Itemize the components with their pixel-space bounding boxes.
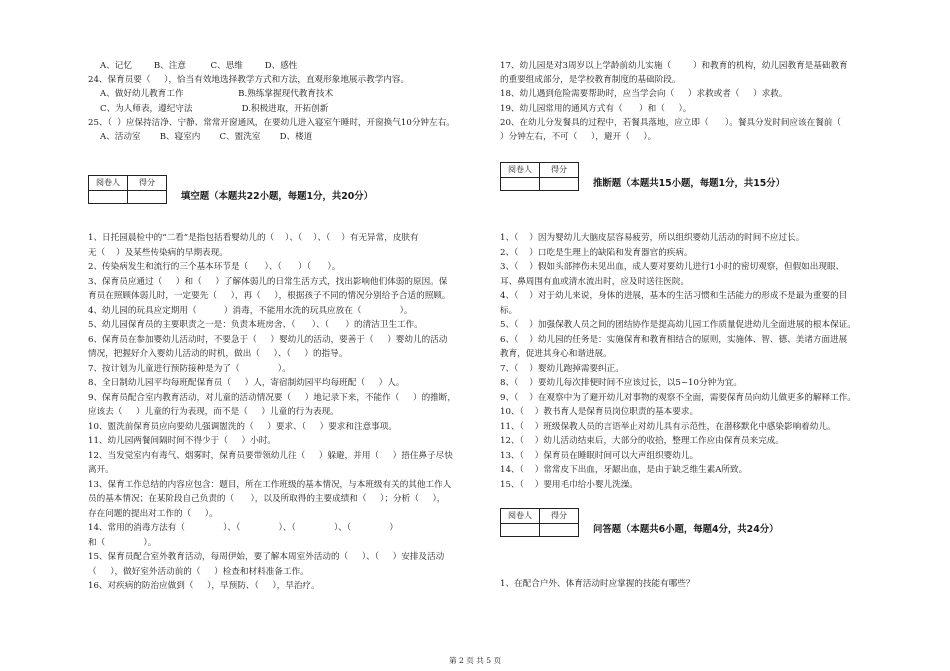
question-line: 19、幼儿园常用的通风方式有（ ）和（ ）。 <box>500 103 692 114</box>
question-line: 18、幼儿遇到危险需要帮助时，应当学会向（ ）求救或者（ ）求救。 <box>500 89 788 100</box>
score-box <box>500 508 579 537</box>
question-line: 11、幼儿园两餐间隔时间不得少于（ ）小时。 <box>88 436 276 446</box>
question-line: 16、对疾病的防治应做到（ ），早预防、（ ），早治疗。 <box>88 581 320 591</box>
score-box <box>500 162 579 191</box>
score-cell[interactable] <box>540 524 579 537</box>
question-line: 2、传染病发生和流行的三个基本环节是（ ）、（ ）（ ）。 <box>88 262 341 272</box>
question-line: 14、（ ）常常皮下出血，牙龈出血，是由于缺乏维生素A所致。 <box>500 465 748 475</box>
question-line: ）分钟左右，不可（ ），避开（ ）。 <box>500 132 657 143</box>
question-line: 4、幼儿园的玩具应定期用（ ）消毒，不能用水洗的玩具应放在（ ）。 <box>88 305 413 316</box>
question-line: 9、保育员配合室内教育活动，对儿童的活动情况要（ ）地记录下来，不能作（ ）的推断， <box>88 392 456 403</box>
reviewer-cell[interactable] <box>501 524 540 537</box>
left-column <box>88 59 472 144</box>
question-line: 6、保育员在参加婴幼儿活动时，不要急于（ ）婴幼儿的活动，要善于（ ）婴幼儿的活动 <box>88 334 448 345</box>
question-line: 11、（ ）班级保教人员的言语举止对幼儿具有示范性，在潜移默化中感染影响着幼儿。 <box>500 421 836 432</box>
question-line: 无（ ）及某些传染病的早期表现。 <box>88 247 228 258</box>
question-line: 员的基本情况；在某阶段自己负责的（ ），以及所取得的主要成绩和（ ）；分析（ ）， <box>88 494 446 504</box>
question-line: C、为人师表，遵纪守法 D.积极进取，开拓创新 <box>100 103 329 114</box>
question-line: 14、常用的消毒方法有（ ）、（ ）、（ ）、（ ） <box>88 523 398 533</box>
question-line: 耳、鼻周围有血或清水流出时，应及时送往医院。 <box>500 276 690 287</box>
fill-items <box>88 231 472 594</box>
question-line: 12、当发觉室内有毒气、烟雾时，保育员要带领幼儿往（ ）躲避，并用（ ）捂住鼻子尽快 <box>88 450 453 461</box>
multiple-choice-tail <box>88 59 472 144</box>
reviewer-label: 阅卷人 <box>89 176 128 191</box>
question-line: 12、（ ）幼儿活动结束后，大部分的收拾，整理工作应由保育员来完成。 <box>500 436 784 446</box>
question-line: 标。 <box>500 305 518 316</box>
question-line: 教育，促进其身心和谐进展。 <box>500 349 612 359</box>
question-line: 10、盥洗前保育员应向要幼儿强调盥洗的（ ）要求、（ ）要求和注意事项。 <box>88 421 397 432</box>
question-line: 的重要组成部分，是学校教育制度的基础阶段。 <box>500 75 681 86</box>
question-line: 17、幼儿园是对3周岁以上学龄前幼儿实施（ ）和教育的机构，幼儿园教育是基础教育 <box>500 61 848 71</box>
question-line: A、做好幼儿教育工作 B.熟练掌握现代教育技术 <box>100 89 334 100</box>
question-line: 13、保育工作总结的内容应包含：题目，所在工作班级的基本情况，与本班级有关的其他工作人 <box>88 479 452 490</box>
score-label: 得分 <box>540 509 579 524</box>
question-line: 离开。 <box>88 465 114 475</box>
right-column <box>500 59 902 144</box>
question-line: 15、保育员配合室外教育活动，每周伊始，要了解本周室外活动的（ ）、（ ）安排及活动 <box>88 552 445 562</box>
reviewer-cell[interactable] <box>89 191 128 204</box>
question-line: A、记忆 B、注意 C、思维 D、感性 <box>100 61 298 71</box>
question-line: A、活动室 B、寝室内 C、盥洗室 D、楼道 <box>100 132 313 143</box>
question-line: 25、（ ）应保持洁净、宁静、常常开窗通风，在要幼儿进入寝室午睡时，开窗换气10分钟左右。 <box>88 117 455 128</box>
reviewer-label: 阅卷人 <box>501 163 540 178</box>
score-label: 得分 <box>540 163 579 178</box>
question-line: 7、（ ）婴幼儿跑掉需要纠正。 <box>500 363 624 374</box>
question-line: 3、保育员应通过（ ）和（ ）了解体弱儿的日常生活方式，找出影响他们体弱的原因。保 <box>88 276 448 287</box>
question-line: 6、（ ）幼儿园的任务是：实施保育和教育相结合的原则，实施体、智、德、美诸方面进展 <box>500 334 848 345</box>
fill-items-tail <box>500 59 902 144</box>
question-line: 1、（ ）因为婴幼儿大脑皮层容易疲劳，所以组织婴幼儿活动的时间不应过长。 <box>500 233 805 243</box>
question-line: 2、（ ）口吃是生理上的缺陷和发育器官的疾病。 <box>500 247 693 258</box>
question-line: 应该去（ ）儿童的行为表现，而不是（ ）儿童的行为表现。 <box>88 407 339 417</box>
question-line: 5、（ ）加强保教人员之间的团结协作是提高幼儿园工作质量促进幼儿全面进展的根本保证。 <box>500 320 856 330</box>
question-line: 1、日托园晨检中的“二看”是指包括看婴幼儿的（ ）、（ ）、（ ）有无异常，皮肤有 <box>88 233 419 243</box>
question-line: 24、保育员要（ ），恰当有效地选择教学方式和方法，直观形象地展示教学内容。 <box>88 75 410 86</box>
fill-section-header <box>88 175 472 204</box>
score-cell[interactable] <box>128 191 167 204</box>
score-cell[interactable] <box>540 178 579 191</box>
question-line: 20、在幼儿分发餐具的过程中，若餐具落地，应立即（ ）。餐具分发时间应该在餐前（ <box>500 117 841 128</box>
score-label: 得分 <box>128 176 167 191</box>
judge-items <box>500 231 902 492</box>
question-line: 4、（ ）对于幼儿来说，身体的进展，基本的生活习惯和生活能力的形成不是最为重要的目 <box>500 291 848 301</box>
qa-section-header <box>500 508 902 537</box>
question-line: 情况，把握好介入婴幼儿活动的时机，做出（ ）、（ ）的指导。 <box>88 349 348 359</box>
judge-section-title: 推断题（本题共15小题，每题1分，共15分） <box>593 178 785 189</box>
question-line: 育员在照顾体弱儿时，一定要先（ ），再（ ），根据孩子不同的情况分别给予合适的照顾。 <box>88 291 451 301</box>
score-box <box>88 175 167 204</box>
page-footer: 第 2 页 共 5 页 <box>448 656 502 665</box>
reviewer-label: 阅卷人 <box>501 509 540 524</box>
question-line: 1、在配合户外、体育活动时应掌握的技能有哪些？ <box>500 579 695 589</box>
question-line: 9、（ ）在观察中为了避开幼儿对事物的观察不全面，需要保育员向幼儿做更多的解释工作。 <box>500 392 856 403</box>
qa-section-title: 问答题（本题共6小题，每题4分，共24分） <box>593 524 779 535</box>
question-line: 15、（ ）要用毛巾给小婴儿洗澡。 <box>500 479 638 490</box>
question-line: 存在问题的提出对工作的（ ）。 <box>88 508 218 519</box>
reviewer-cell[interactable] <box>501 178 540 191</box>
qa-items <box>500 577 902 591</box>
question-line: 8、（ ）要幼儿每次排便时间不应该过长，以5~10分钟为宜。 <box>500 378 742 388</box>
question-line: 13、（ ）保育员在睡眠时间可以大声组织婴幼儿。 <box>500 450 699 461</box>
question-line: 7、按计划为儿童进行预防接种是为了（ ）。 <box>88 363 291 374</box>
question-line: 3、（ ）假如头部摔伤未见出血，成人要对要幼儿进行1小时的密切观察，但假如出现眼、 <box>500 262 845 272</box>
fill-section-title: 填空题（本题共22小题，每题1分，共20分） <box>181 191 373 202</box>
question-line: 和（ ）。 <box>88 537 157 548</box>
judge-section-header <box>500 162 902 191</box>
question-line: 5、幼儿园保育员的主要职责之一是：负责本班房舍、（ ）、（ ）的清洁卫生工作。 <box>88 320 423 330</box>
question-line: （ ），做好室外活动前的（ ）检查和材料准备工作。 <box>88 566 309 577</box>
question-line: 8、全日制幼儿园平均每班配保育员（ ）人，寄宿制幼园平均每班配（ ）人。 <box>88 378 405 388</box>
question-line: 10、（ ）教书育人是保育员岗位职责的基本要求。 <box>500 407 699 417</box>
